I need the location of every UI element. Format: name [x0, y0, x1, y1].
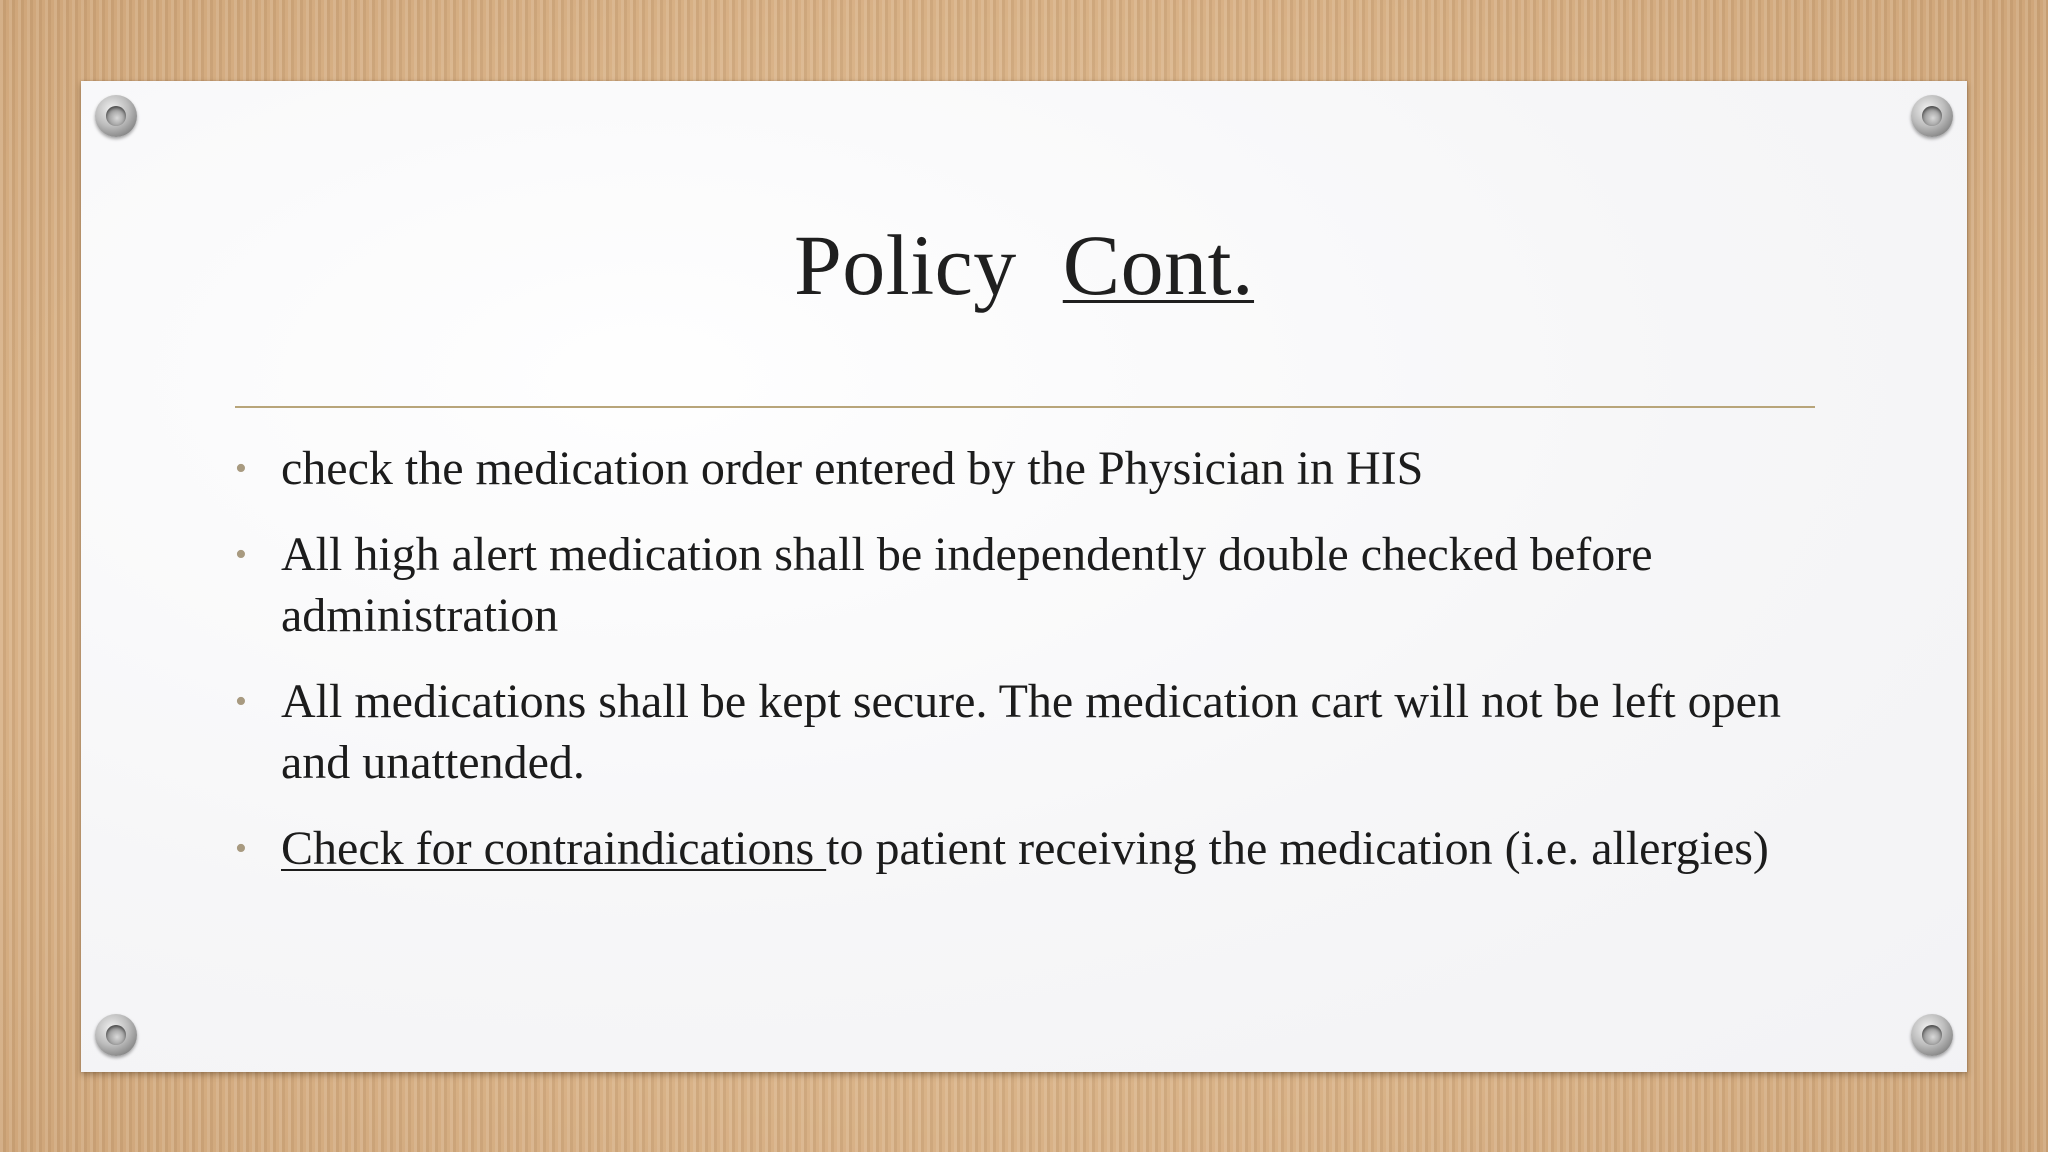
bullet-text: check the medication order entered by the Physician in HIS	[281, 442, 1424, 495]
bullet-item	[233, 671, 1793, 793]
title-continued: Cont.	[1062, 217, 1255, 313]
grommet-top-left-icon	[95, 95, 137, 137]
bullet-dot-icon: •	[235, 536, 247, 573]
grommet-bottom-left-icon	[95, 1014, 137, 1056]
bullet-item	[233, 818, 1793, 879]
bullet-item	[233, 438, 1793, 499]
bullet-text: All high alert medication shall be independently double checked before administration	[281, 528, 1653, 642]
bullet-dot-icon: •	[235, 683, 247, 720]
bullet-text: All medications shall be kept secure. The medication cart will not be left open and unattended.	[281, 675, 1781, 789]
bullet-text: to patient receiving the medication (i.e. allergies)	[826, 822, 1769, 875]
bullet-dot-icon: •	[235, 450, 247, 487]
grommet-bottom-right-icon	[1911, 1014, 1953, 1056]
grommet-top-right-icon	[1911, 95, 1953, 137]
title-divider	[235, 406, 1815, 408]
title-text: Policy	[793, 217, 1017, 313]
bullet-item	[233, 524, 1793, 646]
bullet-dot-icon: •	[235, 830, 247, 867]
bullet-underlined-text: Check for contraindications	[281, 822, 827, 875]
slide-title	[0, 217, 2048, 313]
bullet-list	[233, 438, 1793, 904]
